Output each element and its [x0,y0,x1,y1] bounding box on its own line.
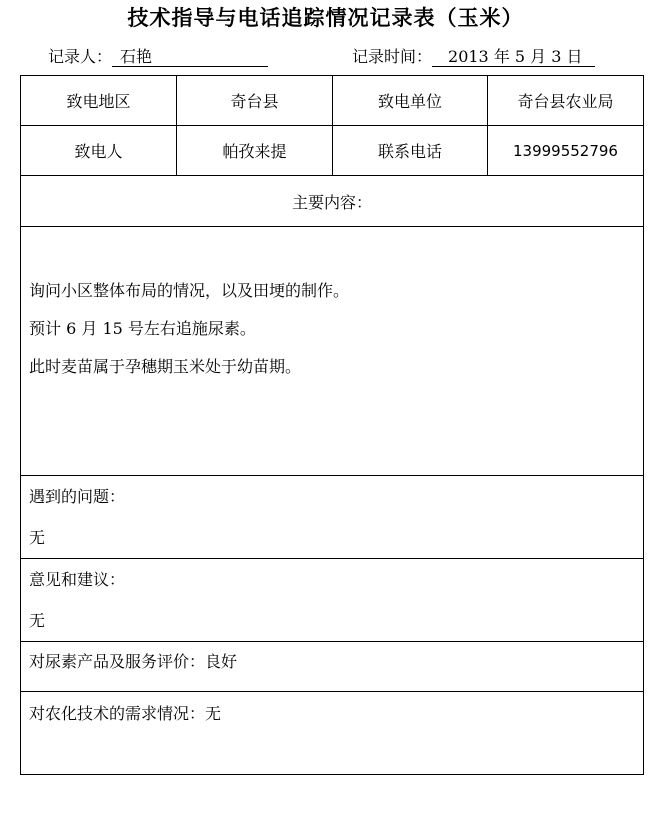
content-line: 询问小区整体布局的情况，以及田埂的制作。 [29,281,350,300]
call-unit-label: 致电单位 [333,76,488,126]
recorder-field [48,44,268,67]
record-time-label: 记录时间： [352,47,433,66]
record-table [20,75,644,775]
content-line: 预计 6 月 15 号左右追施尿素。 [29,319,256,338]
recorder-label: 记录人： [48,47,113,66]
phone-label: 联系电话 [333,126,488,176]
problems-value: 无 [29,528,46,547]
form-title: 技术指导与电话追踪情况记录表（玉米） [127,6,524,30]
main-content-heading: 主要内容： [21,176,644,227]
record-time-value: 2013 年 5 月 3 日 [432,48,595,67]
tech-demand-cell [21,692,644,775]
table-row [21,642,644,692]
problems-label: 遇到的问题： [29,487,126,506]
evaluation-cell [21,642,644,692]
recorder-value: 石艳 [112,48,268,67]
table-row [21,227,644,476]
content-line: 此时麦苗属于孕穗期玉米处于幼苗期。 [29,357,302,376]
call-region-value: 奇台县 [177,76,333,126]
table-row [21,126,644,176]
tech-demand-label: 对农化技术的需求情况： [29,704,206,723]
evaluation-value: 良好 [205,652,238,671]
phone-value: 13999552796 [488,126,644,176]
problems-cell [21,476,644,559]
suggestions-cell [21,559,644,642]
table-row [21,176,644,227]
tech-demand-value: 无 [205,704,222,723]
call-unit-value: 奇台县农业局 [488,76,644,126]
main-content-body [21,227,644,476]
table-row [21,692,644,775]
call-region-label: 致电地区 [21,76,177,126]
evaluation-label: 对尿素产品及服务评价： [29,652,206,671]
table-row [21,76,644,126]
table-row [21,476,644,559]
record-time-field [352,44,595,67]
caller-label: 致电人 [21,126,177,176]
caller-value: 帕孜来提 [177,126,333,176]
table-row [21,559,644,642]
suggestions-label: 意见和建议： [29,570,126,589]
suggestions-value: 无 [29,611,46,630]
